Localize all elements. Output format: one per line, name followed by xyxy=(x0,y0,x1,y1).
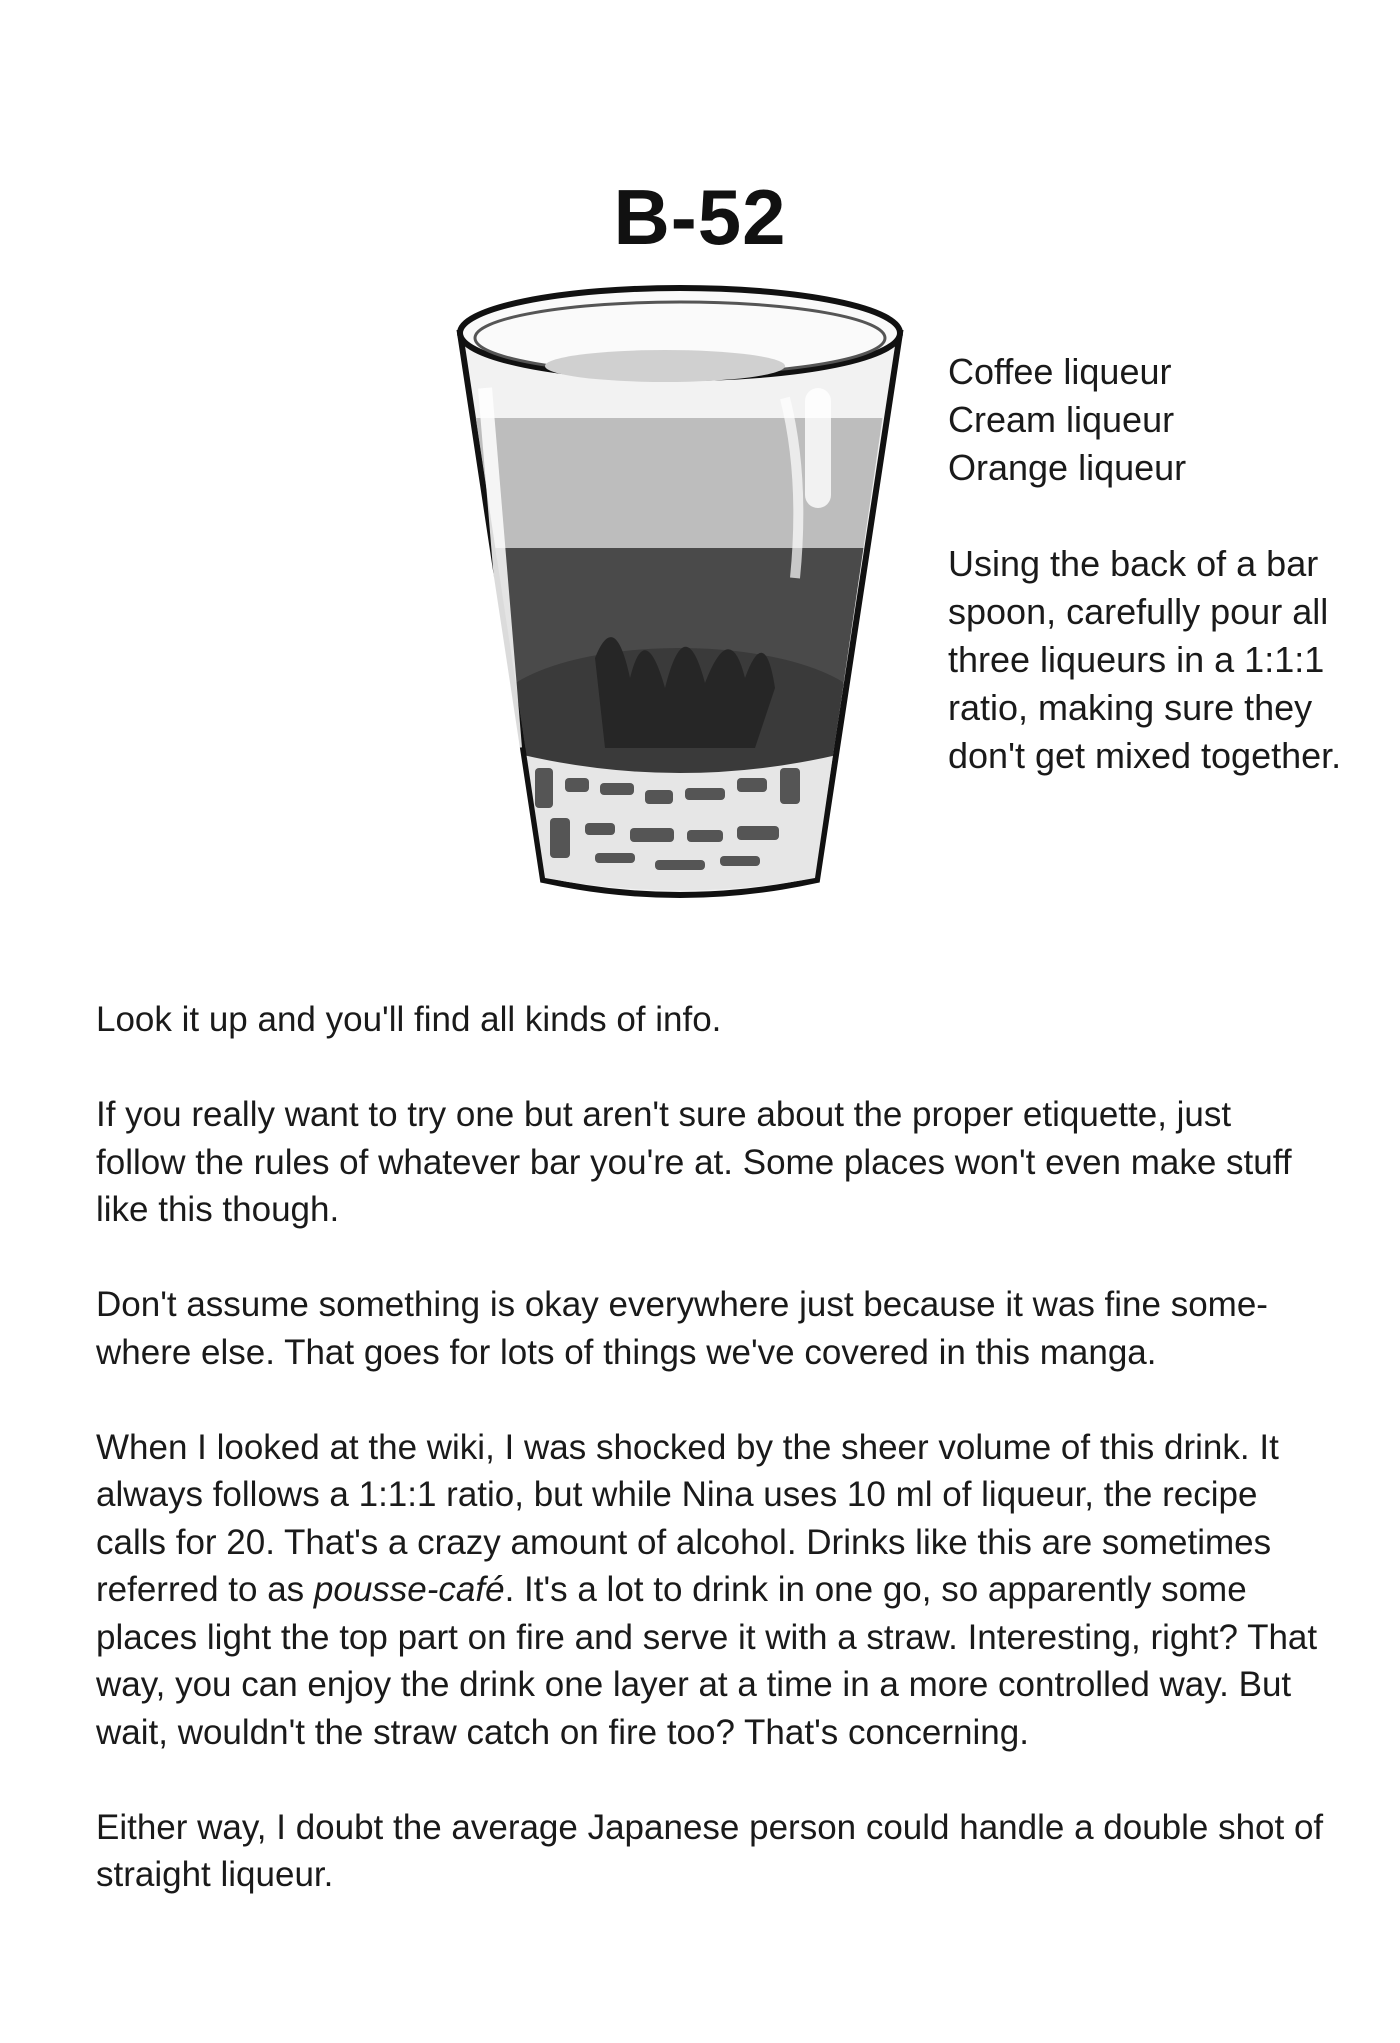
paragraph: Look it up and you'll find all kinds of info. xyxy=(96,1000,722,1039)
paragraph-segment: . It's a lot to drink in one go, so apparently some places light the top part on fire and serve it with a straw. Interesting, right? That way, you can enjoy the drink one layer at a time in a more controlled way. But wait, wouldn't the straw catch on fire too? That's concerning. xyxy=(96,1570,1318,1752)
ingredient-list xyxy=(948,348,1368,492)
ingredient-item: Orange liqueur xyxy=(948,447,1187,488)
orange-liqueur-layer xyxy=(455,418,905,558)
page-title: B-52 xyxy=(613,173,787,262)
recipe-method: Using the back of a bar spoon, carefully pour all three liqueurs in a 1:1:1 ratio, making sure they don't get mixed together. xyxy=(948,543,1342,776)
recipe-block xyxy=(948,348,1368,780)
paragraph-segment: When I looked at the wiki, I was shocked by the sheer volume of this drink. It always follows a 1:1:1 ratio, but while Nina uses 10 ml of liqueur, the recipe calls for 20. That's a crazy amount of alcohol. Drinks like this are sometimes referred to as xyxy=(96,1427,1279,1609)
ingredient-item: Coffee liqueur xyxy=(948,351,1172,392)
italic-term: pousse-café xyxy=(313,1570,505,1609)
ingredient-item: Cream liqueur xyxy=(948,399,1175,440)
paragraph: Don't assume something is okay everywhere just because it was fine some-where else. That goes for lots of things we've covered in this manga. xyxy=(96,1285,1268,1372)
paragraph: If you really want to try one but aren't sure about the proper etiquette, just follow the rules of whatever bar you're at. Some places won't even make stuff like this though. xyxy=(96,1095,1292,1229)
commentary xyxy=(96,996,1326,1946)
shot-glass-illustration xyxy=(455,278,905,908)
paragraph: Either way, I doubt the average Japanese person could handle a double shot of straight liqueur. xyxy=(96,1807,1324,1894)
paragraph xyxy=(96,1424,1326,1757)
